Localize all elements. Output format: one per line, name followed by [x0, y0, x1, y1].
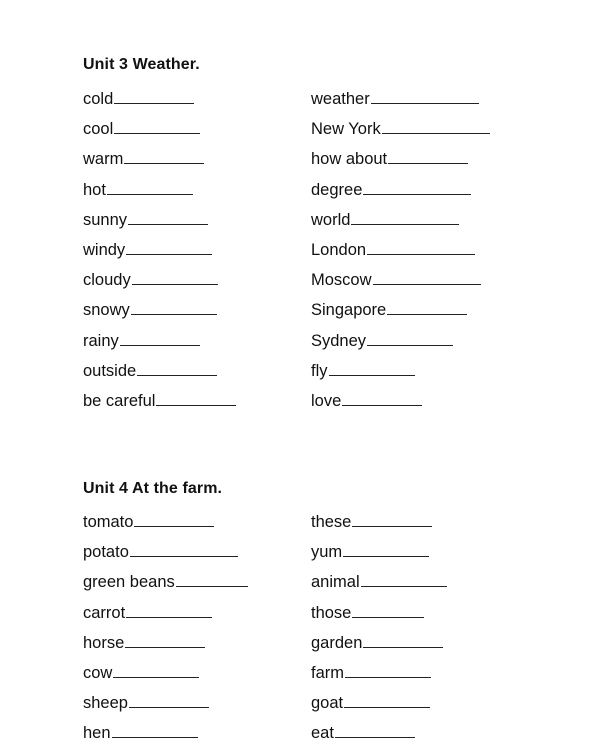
vocab-row: [311, 661, 431, 683]
vocab-row: [311, 359, 415, 381]
answer-blank[interactable]: [176, 570, 248, 587]
vocab-word: these: [311, 513, 352, 531]
answer-blank[interactable]: [343, 540, 429, 557]
vocab-row: [311, 721, 415, 743]
answer-blank[interactable]: [125, 631, 205, 648]
vocab-word: horse: [83, 633, 125, 652]
vocab-word: fly: [311, 361, 328, 380]
vocab-row: [311, 268, 481, 290]
vocab-word: windy: [83, 241, 126, 259]
vocab-word: New York: [311, 120, 381, 139]
vocab-word: those: [311, 603, 352, 622]
vocab-word: rainy: [83, 331, 119, 350]
answer-blank[interactable]: [373, 268, 481, 285]
vocab-word: be careful: [83, 392, 156, 410]
vocab-row: [83, 631, 205, 653]
vocab-row: [83, 147, 204, 169]
vocab-word: carrot: [83, 603, 126, 622]
vocab-word: warm: [83, 150, 124, 169]
answer-blank[interactable]: [344, 691, 430, 708]
vocab-word: yum: [311, 543, 343, 562]
vocab-word: potato: [83, 543, 129, 562]
vocab-row: [311, 117, 490, 139]
answer-blank[interactable]: [114, 87, 194, 104]
vocab-word: outside: [83, 361, 137, 380]
vocab-word: world: [311, 210, 351, 229]
vocab-row: [311, 178, 471, 200]
answer-blank[interactable]: [342, 389, 422, 406]
vocab-row: [83, 359, 217, 381]
vocab-row: [311, 87, 479, 109]
answer-blank[interactable]: [335, 721, 415, 738]
vocab-row: [83, 601, 212, 623]
answer-blank[interactable]: [137, 359, 217, 376]
answer-blank[interactable]: [361, 570, 447, 587]
answer-blank[interactable]: [363, 178, 471, 195]
vocab-word: Singapore: [311, 301, 387, 320]
vocab-word: sunny: [83, 210, 128, 229]
answer-blank[interactable]: [367, 238, 475, 255]
vocab-row: [83, 87, 194, 109]
vocab-row: [311, 540, 429, 562]
answer-blank[interactable]: [130, 540, 238, 557]
vocab-word: weather: [311, 90, 370, 108]
vocab-word: farm: [311, 664, 344, 682]
answer-blank[interactable]: [345, 661, 431, 678]
vocab-row: [311, 238, 475, 260]
vocab-word: cool: [83, 120, 114, 139]
answer-blank[interactable]: [363, 631, 443, 648]
answer-blank[interactable]: [156, 389, 236, 406]
vocab-row: [83, 329, 200, 351]
answer-blank[interactable]: [329, 359, 415, 376]
vocab-row: [83, 178, 193, 200]
vocab-row: [83, 389, 236, 411]
vocab-row: [83, 540, 238, 562]
answer-blank[interactable]: [388, 147, 468, 164]
vocab-word: love: [311, 392, 342, 410]
vocab-row: [83, 298, 217, 320]
vocab-word: hot: [83, 180, 106, 199]
vocab-row: [311, 147, 468, 169]
answer-blank[interactable]: [124, 147, 204, 164]
answer-blank[interactable]: [351, 208, 459, 225]
answer-blank[interactable]: [126, 601, 212, 618]
vocab-row: [83, 721, 198, 743]
vocab-word: animal: [311, 573, 360, 592]
vocab-row: [311, 298, 467, 320]
answer-blank[interactable]: [107, 178, 193, 195]
vocab-row: [311, 601, 424, 623]
vocab-word: garden: [311, 633, 363, 652]
answer-blank[interactable]: [367, 329, 453, 346]
vocab-word: degree: [311, 180, 363, 199]
vocab-row: [311, 691, 430, 713]
answer-blank[interactable]: [113, 661, 199, 678]
vocab-row: [311, 631, 443, 653]
vocab-word: cow: [83, 664, 113, 682]
vocab-row: [311, 389, 422, 411]
unit-3-title: Unit 3 Weather.: [83, 56, 200, 73]
answer-blank[interactable]: [382, 117, 490, 134]
vocab-row: [83, 570, 248, 592]
vocab-word: eat: [311, 724, 334, 743]
vocab-word: cold: [83, 90, 114, 108]
answer-blank[interactable]: [371, 87, 479, 104]
vocab-row: [83, 117, 200, 139]
answer-blank[interactable]: [120, 329, 200, 346]
answer-blank[interactable]: [126, 238, 212, 255]
vocab-word: how about: [311, 150, 388, 169]
vocab-row: [311, 570, 447, 592]
answer-blank[interactable]: [387, 298, 467, 315]
answer-blank[interactable]: [132, 268, 218, 285]
vocab-word: snowy: [83, 301, 130, 320]
answer-blank[interactable]: [352, 510, 432, 527]
vocab-row: [83, 691, 209, 713]
answer-blank[interactable]: [114, 117, 200, 134]
answer-blank[interactable]: [352, 601, 424, 618]
vocab-row: [83, 268, 218, 290]
answer-blank[interactable]: [129, 691, 209, 708]
vocab-word: sheep: [83, 694, 128, 713]
answer-blank[interactable]: [134, 510, 214, 527]
answer-blank[interactable]: [131, 298, 217, 315]
vocab-word: Sydney: [311, 331, 367, 350]
vocab-word: London: [311, 241, 367, 259]
vocab-row: [83, 510, 214, 532]
vocab-word: cloudy: [83, 271, 131, 290]
vocab-row: [83, 238, 212, 260]
vocab-row: [83, 208, 208, 230]
vocab-word: green beans: [83, 573, 175, 592]
vocab-row: [311, 329, 453, 351]
vocab-row: [311, 510, 432, 532]
vocab-word: hen: [83, 724, 111, 743]
vocab-word: tomato: [83, 513, 134, 531]
vocab-word: Moscow: [311, 271, 372, 290]
vocab-row: [311, 208, 459, 230]
unit-4-title: Unit 4 At the farm.: [83, 480, 223, 497]
vocab-word: goat: [311, 694, 344, 713]
vocab-row: [83, 661, 199, 683]
answer-blank[interactable]: [112, 721, 198, 738]
answer-blank[interactable]: [128, 208, 208, 225]
